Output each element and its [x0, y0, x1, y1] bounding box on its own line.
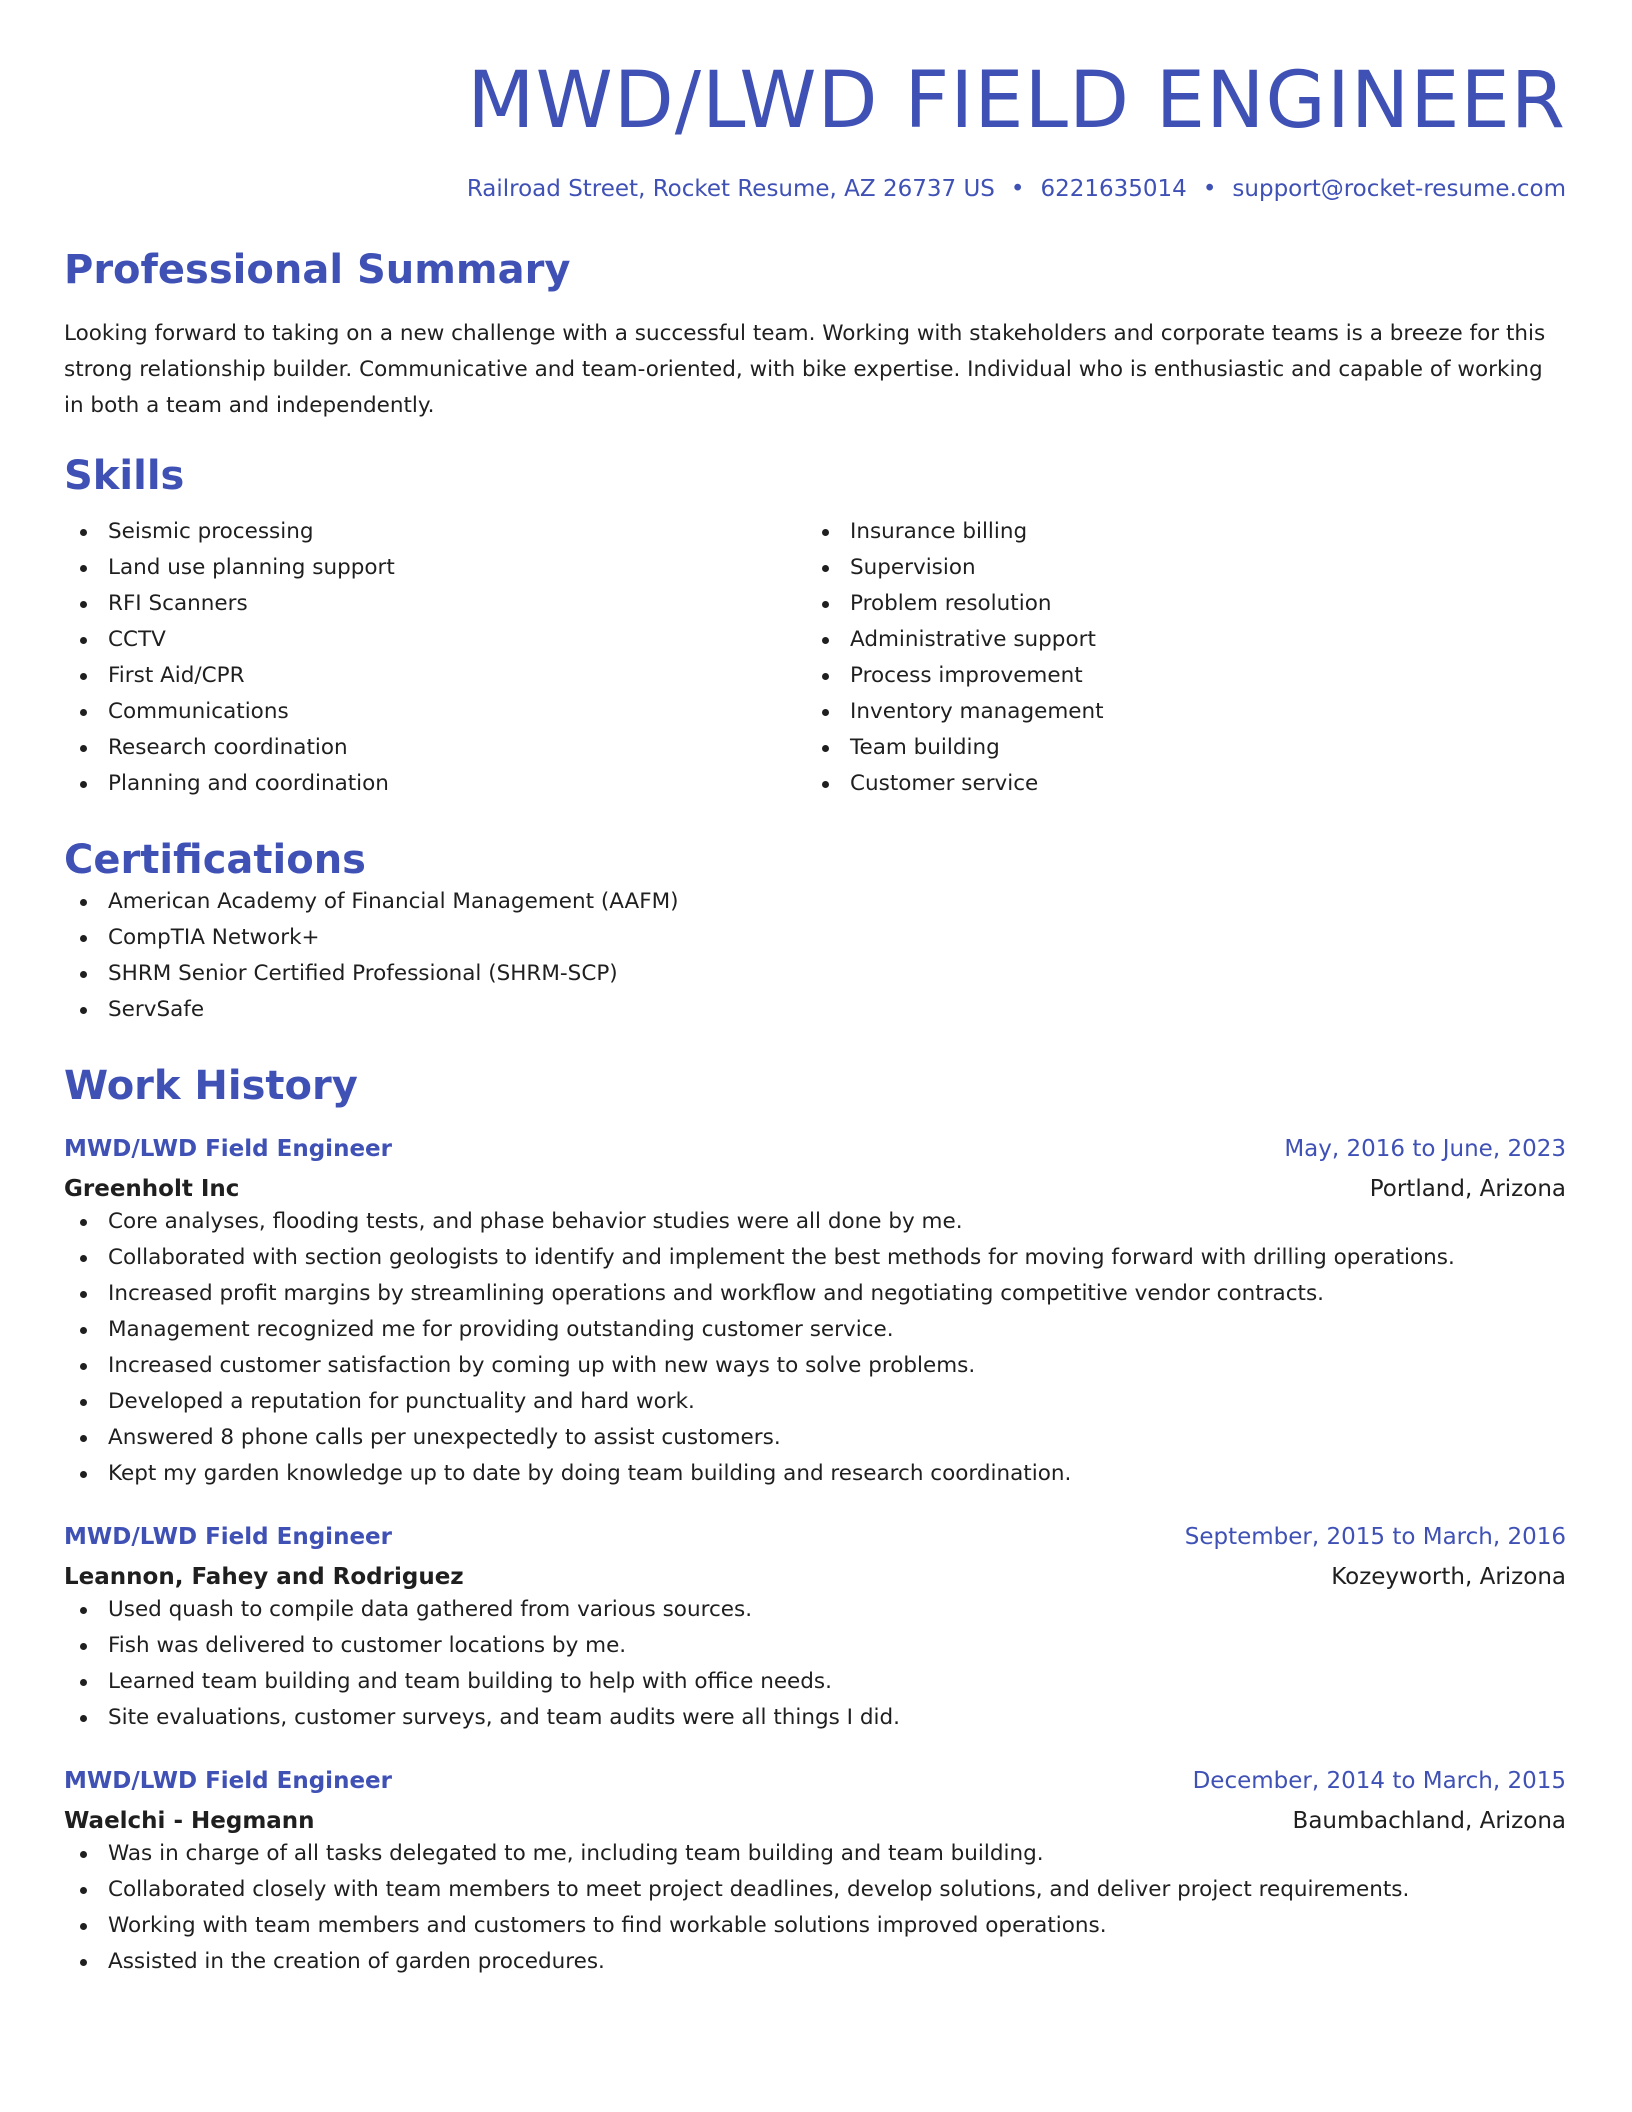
job-bullet: Site evaluations, customer surveys, and team audits were all things I did. [64, 1700, 1566, 1736]
skill-item: Team building [806, 730, 1548, 766]
job-bullet: Kept my garden knowledge up to date by doing team building and research coordination. [64, 1456, 1566, 1492]
certification-item: American Academy of Financial Management (AAFM) [64, 884, 1566, 920]
job-dates: December, 2014 to March, 2015 [1192, 1767, 1566, 1794]
skill-item: Planning and coordination [64, 766, 806, 802]
job-bullet: Working with team members and customers to find workable solutions improved operations. [64, 1908, 1566, 1944]
certifications-list [64, 884, 1566, 1028]
skill-item: Land use planning support [64, 550, 806, 586]
job-bullet: Increased customer satisfaction by coming up with new ways to solve problems. [64, 1348, 1566, 1384]
job-bullet: Collaborated with section geologists to identify and implement the best methods for moving forward with drilling operations. [64, 1240, 1566, 1276]
skills-list-left [64, 514, 806, 802]
skills-list-right [806, 514, 1548, 802]
certification-item: ServSafe [64, 992, 1566, 1028]
job-role: MWD/LWD Field Engineer [64, 1135, 392, 1162]
job-bullets [64, 1204, 1566, 1492]
skill-item: Process improvement [806, 658, 1548, 694]
skill-item: Customer service [806, 766, 1548, 802]
job-bullets [64, 1836, 1566, 1980]
contact-separator: • [1202, 176, 1217, 202]
job-bullet: Increased profit margins by streamlining operations and workflow and negotiating competitive vendor contracts. [64, 1276, 1566, 1312]
job-bullet: Used quash to compile data gathered from various sources. [64, 1592, 1566, 1628]
job-bullet: Answered 8 phone calls per unexpectedly to assist customers. [64, 1420, 1566, 1456]
job-company: Waelchi - Hegmann [64, 1807, 315, 1834]
skill-item: Seismic processing [64, 514, 806, 550]
job-entry [64, 1522, 1566, 1736]
work-history-heading: Work History [64, 1062, 358, 1109]
job-bullet: Collaborated closely with team members to meet project deadlines, develop solutions, and deliver project requirements. [64, 1872, 1566, 1908]
contact-address: Railroad Street, Rocket Resume, AZ 26737 US [466, 176, 995, 202]
skill-item: Research coordination [64, 730, 806, 766]
job-role: MWD/LWD Field Engineer [64, 1523, 392, 1550]
job-bullet: Management recognized me for providing outstanding customer service. [64, 1312, 1566, 1348]
summary-heading: Professional Summary [64, 246, 571, 293]
job-bullet: Was in charge of all tasks delegated to me, including team building and team building. [64, 1836, 1566, 1872]
certifications-heading: Certifications [64, 836, 366, 883]
skill-item: Insurance billing [806, 514, 1548, 550]
job-bullets [64, 1592, 1566, 1736]
resume-title: MWD/LWD FIELD ENGINEER [467, 56, 1566, 146]
contact-line [64, 176, 1566, 204]
job-bullet: Fish was delivered to customer locations by me. [64, 1628, 1566, 1664]
skill-item: RFI Scanners [64, 586, 806, 622]
certification-item: CompTIA Network+ [64, 920, 1566, 956]
skills-heading: Skills [64, 452, 185, 499]
skill-item: Inventory management [806, 694, 1548, 730]
resume-page [64, 0, 1566, 1980]
job-subheader [64, 1806, 1566, 1836]
job-subheader [64, 1174, 1566, 1204]
summary-text: Looking forward to taking on a new challenge with a successful team. Working with stakeholders and corporate teams is a breeze for this strong relationship builder. Communicative and team-oriented, with bike expertise. Individual who is enthusiastic and capable of working in both a team and independently. [64, 320, 1546, 418]
job-role: MWD/LWD Field Engineer [64, 1767, 392, 1794]
skill-item: Problem resolution [806, 586, 1548, 622]
job-location: Kozeyworth, Arizona [1331, 1563, 1566, 1590]
certification-item: SHRM Senior Certified Professional (SHRM-SCP) [64, 956, 1566, 992]
job-dates: September, 2015 to March, 2016 [1184, 1523, 1566, 1550]
skill-item: Supervision [806, 550, 1548, 586]
job-header [64, 1522, 1566, 1552]
job-bullet: Learned team building and team building to help with office needs. [64, 1664, 1566, 1700]
job-subheader [64, 1562, 1566, 1592]
contact-email[interactable]: support@rocket-resume.com [1232, 176, 1566, 202]
job-entry [64, 1134, 1566, 1492]
job-bullet: Core analyses, flooding tests, and phase behavior studies were all done by me. [64, 1204, 1566, 1240]
job-company: Leannon, Fahey and Rodriguez [64, 1563, 464, 1590]
job-location: Baumbachland, Arizona [1292, 1807, 1566, 1834]
job-header [64, 1134, 1566, 1164]
skill-item: Communications [64, 694, 806, 730]
job-company: Greenholt Inc [64, 1175, 240, 1202]
job-header [64, 1766, 1566, 1796]
skill-item: Administrative support [806, 622, 1548, 658]
skills-grid [64, 514, 1566, 802]
skill-item: CCTV [64, 622, 806, 658]
job-dates: May, 2016 to June, 2023 [1284, 1135, 1566, 1162]
job-location: Portland, Arizona [1369, 1175, 1566, 1202]
skill-item: First Aid/CPR [64, 658, 806, 694]
job-bullet: Developed a reputation for punctuality and hard work. [64, 1384, 1566, 1420]
job-entry [64, 1766, 1566, 1980]
contact-phone: 6221635014 [1040, 176, 1187, 202]
contact-separator: • [1010, 176, 1025, 202]
job-bullet: Assisted in the creation of garden procedures. [64, 1944, 1566, 1980]
